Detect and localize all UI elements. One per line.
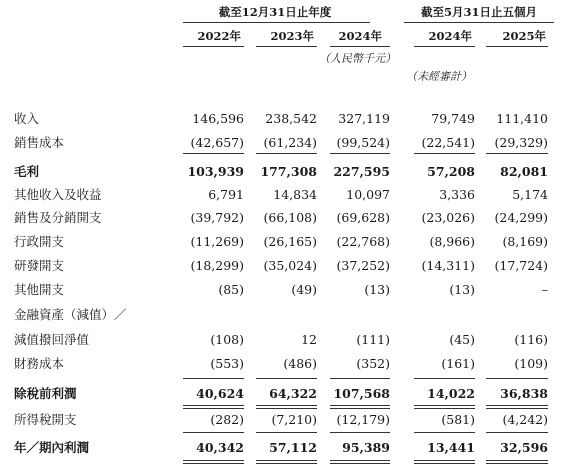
total-double-rule bbox=[183, 405, 244, 409]
row-value: 82,081 bbox=[500, 164, 548, 179]
row-value: 107,568 bbox=[333, 386, 390, 401]
row-value: (109) bbox=[514, 356, 548, 371]
row-value bbox=[468, 304, 548, 326]
row-value: (99,524) bbox=[336, 135, 390, 150]
total-double-rule bbox=[330, 460, 390, 464]
row-value bbox=[164, 304, 244, 326]
row-label-text: 所得稅開支 bbox=[14, 412, 77, 427]
row-value: (13) bbox=[364, 282, 390, 297]
subtotal-rule bbox=[486, 432, 548, 433]
row-value: (26,165) bbox=[263, 234, 317, 249]
row-label bbox=[14, 437, 164, 459]
subtotal-rule bbox=[183, 378, 244, 379]
row-label bbox=[14, 161, 164, 183]
subtotal-rule bbox=[414, 378, 475, 379]
row-value: 40,624 bbox=[196, 386, 244, 401]
unaudited-note: （未經審計） bbox=[406, 70, 472, 83]
row-value: 111,410 bbox=[496, 111, 548, 126]
row-label-text: 銷售成本 bbox=[14, 135, 65, 150]
table-row bbox=[0, 409, 570, 431]
row-label bbox=[14, 279, 164, 301]
subtotal-rule bbox=[414, 432, 475, 433]
row-value: (23,026) bbox=[421, 210, 475, 225]
row-value: (116) bbox=[514, 332, 548, 347]
row-value: 14,834 bbox=[273, 187, 317, 202]
table-row bbox=[0, 437, 570, 459]
row-label bbox=[14, 353, 164, 375]
row-label bbox=[14, 304, 164, 326]
year-header-2023: 2023年 bbox=[270, 29, 314, 43]
table-row bbox=[0, 353, 570, 375]
row-value: (108) bbox=[210, 332, 244, 347]
row-label-text: 除稅前利潤 bbox=[14, 386, 77, 401]
row-label-text: 金融資產（減值）／ bbox=[14, 307, 127, 322]
row-value bbox=[310, 304, 390, 326]
row-value: 103,939 bbox=[187, 164, 244, 179]
row-value: (11,269) bbox=[190, 234, 244, 249]
row-value: 64,322 bbox=[269, 386, 317, 401]
row-value: (39,792) bbox=[190, 210, 244, 225]
year-underline bbox=[256, 46, 317, 47]
row-label-text: 行政開支 bbox=[14, 234, 65, 249]
row-value: – bbox=[541, 282, 548, 297]
row-value: (42,657) bbox=[190, 135, 244, 150]
subtotal-rule bbox=[330, 432, 390, 433]
table-row bbox=[0, 255, 570, 277]
subtotal-rule bbox=[183, 153, 244, 154]
row-value: (29,329) bbox=[494, 135, 548, 150]
row-value: 10,097 bbox=[346, 187, 390, 202]
row-label-text: 其他收入及收益 bbox=[14, 187, 102, 202]
row-value: (161) bbox=[441, 356, 475, 371]
table-row bbox=[0, 329, 570, 351]
row-value: (4,242) bbox=[502, 412, 548, 427]
row-value: (352) bbox=[356, 356, 390, 371]
subtotal-rule bbox=[256, 432, 317, 433]
row-value: 238,542 bbox=[265, 111, 317, 126]
row-value: (13) bbox=[449, 282, 475, 297]
row-value: (85) bbox=[218, 282, 244, 297]
row-label bbox=[14, 108, 164, 130]
row-label-text: 毛利 bbox=[14, 164, 40, 179]
group-header-year-ended: 截至12月31日止年度 bbox=[218, 5, 332, 19]
subtotal-rule bbox=[486, 378, 548, 379]
row-value: (49) bbox=[291, 282, 317, 297]
row-value: (24,299) bbox=[494, 210, 548, 225]
row-value: (37,252) bbox=[336, 258, 390, 273]
row-value: 227,595 bbox=[333, 164, 390, 179]
subtotal-rule bbox=[330, 378, 390, 379]
total-double-rule bbox=[256, 405, 317, 409]
row-value: 40,342 bbox=[196, 440, 244, 455]
table-row bbox=[0, 304, 570, 326]
row-value: (581) bbox=[441, 412, 475, 427]
group-header-underline bbox=[183, 22, 370, 23]
row-label bbox=[14, 409, 164, 431]
row-value: 3,336 bbox=[439, 187, 475, 202]
row-label bbox=[14, 231, 164, 253]
row-value: (111) bbox=[356, 332, 390, 347]
row-value: (8,169) bbox=[502, 234, 548, 249]
row-label bbox=[14, 132, 164, 154]
row-value: (486) bbox=[283, 356, 317, 371]
total-double-rule bbox=[414, 405, 475, 409]
unit-note: （人民幣千元） bbox=[319, 52, 396, 65]
year-header-2022: 2022年 bbox=[197, 29, 241, 43]
total-double-rule bbox=[183, 460, 244, 464]
year-header-2024: 2024年 bbox=[338, 29, 382, 43]
year-underline bbox=[414, 46, 475, 47]
group-header-five-months: 截至5月31日止五個月 bbox=[420, 5, 537, 19]
row-value: 95,389 bbox=[342, 440, 390, 455]
total-double-rule bbox=[414, 460, 475, 464]
row-value: 36,838 bbox=[500, 386, 548, 401]
row-value: 14,022 bbox=[427, 386, 475, 401]
row-value: (22,541) bbox=[421, 135, 475, 150]
subtotal-rule bbox=[330, 153, 390, 154]
row-value: 146,596 bbox=[192, 111, 244, 126]
row-value: (45) bbox=[449, 332, 475, 347]
table-row bbox=[0, 108, 570, 130]
table-row bbox=[0, 231, 570, 253]
row-label-text: 其他開支 bbox=[14, 282, 65, 297]
row-label bbox=[14, 329, 164, 351]
table-row bbox=[0, 161, 570, 183]
year-header-2024-period: 2024年 bbox=[428, 29, 472, 43]
row-value: (17,724) bbox=[494, 258, 548, 273]
table-row bbox=[0, 383, 570, 405]
total-double-rule bbox=[486, 405, 548, 409]
row-label bbox=[14, 255, 164, 277]
total-double-rule bbox=[330, 405, 390, 409]
table-row bbox=[0, 207, 570, 229]
year-header-2025-period: 2025年 bbox=[502, 29, 546, 43]
row-value: 177,308 bbox=[260, 164, 317, 179]
row-value bbox=[237, 304, 317, 326]
row-value: 79,749 bbox=[431, 111, 475, 126]
year-underline bbox=[330, 46, 390, 47]
subtotal-rule bbox=[414, 153, 475, 154]
table-row bbox=[0, 279, 570, 301]
row-value: (282) bbox=[210, 412, 244, 427]
table-row bbox=[0, 184, 570, 206]
row-value: (553) bbox=[210, 356, 244, 371]
row-value bbox=[395, 304, 475, 326]
row-value: 57,208 bbox=[427, 164, 475, 179]
subtotal-rule bbox=[183, 432, 244, 433]
year-underline bbox=[486, 46, 548, 47]
row-value: (22,768) bbox=[336, 234, 390, 249]
row-label-text: 財務成本 bbox=[14, 356, 65, 371]
row-value: 32,596 bbox=[500, 440, 548, 455]
row-value: (61,234) bbox=[263, 135, 317, 150]
total-double-rule bbox=[486, 460, 548, 464]
row-value: (35,024) bbox=[263, 258, 317, 273]
row-value: 12 bbox=[301, 332, 317, 347]
row-label-text: 銷售及分銷開支 bbox=[14, 210, 102, 225]
row-label bbox=[14, 383, 164, 405]
row-value: 57,112 bbox=[269, 440, 317, 455]
subtotal-rule bbox=[256, 378, 317, 379]
year-underline bbox=[183, 46, 244, 47]
subtotal-rule bbox=[256, 153, 317, 154]
row-value: (66,108) bbox=[263, 210, 317, 225]
row-value: (7,210) bbox=[271, 412, 317, 427]
row-label-text: 減值撥回淨值 bbox=[14, 332, 90, 347]
row-value: (69,628) bbox=[336, 210, 390, 225]
group-header-underline bbox=[404, 22, 554, 23]
row-value: 6,791 bbox=[208, 187, 244, 202]
row-label bbox=[14, 184, 164, 206]
row-value: (18,299) bbox=[190, 258, 244, 273]
table-row bbox=[0, 132, 570, 154]
total-double-rule bbox=[256, 460, 317, 464]
row-label-text: 年／期內利潤 bbox=[14, 440, 90, 455]
row-value: 13,441 bbox=[427, 440, 475, 455]
row-label-text: 收入 bbox=[14, 111, 40, 126]
row-value: (8,966) bbox=[429, 234, 475, 249]
row-label bbox=[14, 207, 164, 229]
row-value: 327,119 bbox=[338, 111, 390, 126]
row-label-text: 研發開支 bbox=[14, 258, 65, 273]
row-value: (12,179) bbox=[336, 412, 390, 427]
row-value: (14,311) bbox=[421, 258, 475, 273]
row-value: 5,174 bbox=[512, 187, 548, 202]
subtotal-rule bbox=[486, 153, 548, 154]
